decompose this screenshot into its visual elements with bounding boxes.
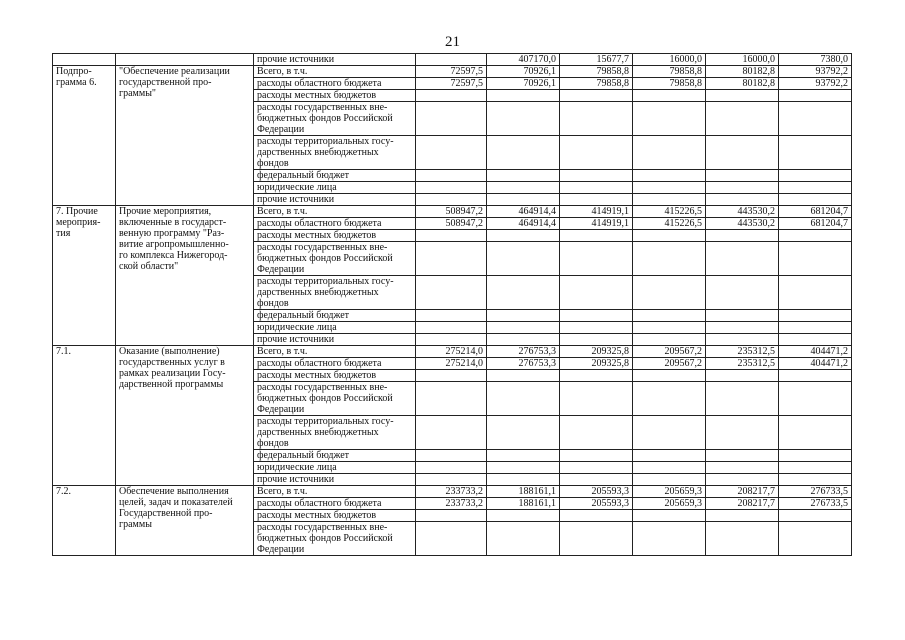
funding-source-cell: расходы государственных вне- бюджетных фондов Российской Федерации bbox=[254, 102, 416, 136]
amount-cell bbox=[706, 136, 779, 170]
amount-cell: 79858,8 bbox=[560, 78, 633, 90]
table-row bbox=[53, 54, 852, 66]
amount-cell: 205593,3 bbox=[560, 486, 633, 498]
funding-source-cell: федеральный бюджет bbox=[254, 310, 416, 322]
amount-cell bbox=[560, 276, 633, 310]
amount-cell bbox=[633, 522, 706, 556]
amount-cell bbox=[633, 370, 706, 382]
amount-cell: 276753,3 bbox=[487, 346, 560, 358]
amount-cell bbox=[779, 334, 852, 346]
amount-cell bbox=[779, 370, 852, 382]
amount-cell bbox=[416, 230, 487, 242]
funding-source-cell: расходы местных бюджетов bbox=[254, 230, 416, 242]
table-row bbox=[53, 346, 852, 358]
funding-source-cell: расходы территориальных госу- дарственных внебюджетных фондов bbox=[254, 276, 416, 310]
amount-cell bbox=[560, 136, 633, 170]
amount-cell bbox=[779, 416, 852, 450]
funding-source-cell: юридические лица bbox=[254, 462, 416, 474]
amount-cell: 16000,0 bbox=[706, 54, 779, 66]
amount-cell: 80182,8 bbox=[706, 78, 779, 90]
funding-source-cell: федеральный бюджет bbox=[254, 450, 416, 462]
amount-cell bbox=[779, 90, 852, 102]
amount-cell: 276753,3 bbox=[487, 358, 560, 370]
funding-source-cell: расходы областного бюджета bbox=[254, 218, 416, 230]
amount-cell bbox=[633, 322, 706, 334]
amount-cell: 508947,2 bbox=[416, 206, 487, 218]
amount-cell bbox=[416, 450, 487, 462]
program-code-cell: 7. Прочие мероприя- тия bbox=[53, 206, 116, 346]
amount-cell bbox=[416, 90, 487, 102]
amount-cell bbox=[706, 450, 779, 462]
amount-cell bbox=[487, 334, 560, 346]
amount-cell: 276733,5 bbox=[779, 486, 852, 498]
amount-cell bbox=[779, 474, 852, 486]
amount-cell bbox=[779, 382, 852, 416]
page-number: 21 bbox=[445, 34, 460, 50]
amount-cell: 79858,8 bbox=[633, 78, 706, 90]
amount-cell: 681204,7 bbox=[779, 218, 852, 230]
amount-cell: 93792,2 bbox=[779, 66, 852, 78]
funding-source-cell: федеральный бюджет bbox=[254, 170, 416, 182]
amount-cell: 235312,5 bbox=[706, 346, 779, 358]
amount-cell bbox=[706, 322, 779, 334]
amount-cell bbox=[633, 382, 706, 416]
table-row bbox=[53, 486, 852, 498]
amount-cell: 188161,1 bbox=[487, 498, 560, 510]
program-name-cell: "Обеспечение реализации государственной про- граммы" bbox=[116, 66, 254, 206]
amount-cell: 80182,8 bbox=[706, 66, 779, 78]
amount-cell bbox=[779, 310, 852, 322]
amount-cell bbox=[779, 102, 852, 136]
amount-cell: 209325,8 bbox=[560, 346, 633, 358]
amount-cell bbox=[560, 322, 633, 334]
program-code-cell bbox=[53, 54, 116, 66]
amount-cell: 7380,0 bbox=[779, 54, 852, 66]
amount-cell: 415226,5 bbox=[633, 218, 706, 230]
amount-cell bbox=[416, 510, 487, 522]
amount-cell bbox=[416, 54, 487, 66]
amount-cell: 414919,1 bbox=[560, 218, 633, 230]
amount-cell: 404471,2 bbox=[779, 358, 852, 370]
amount-cell bbox=[706, 102, 779, 136]
amount-cell bbox=[487, 276, 560, 310]
amount-cell: 15677,7 bbox=[560, 54, 633, 66]
amount-cell bbox=[560, 194, 633, 206]
amount-cell bbox=[633, 416, 706, 450]
amount-cell bbox=[560, 416, 633, 450]
amount-cell bbox=[416, 310, 487, 322]
amount-cell bbox=[706, 510, 779, 522]
amount-cell: 443530,2 bbox=[706, 206, 779, 218]
amount-cell bbox=[633, 450, 706, 462]
amount-cell bbox=[633, 510, 706, 522]
amount-cell bbox=[560, 522, 633, 556]
amount-cell: 464914,4 bbox=[487, 206, 560, 218]
amount-cell bbox=[779, 242, 852, 276]
amount-cell: 16000,0 bbox=[633, 54, 706, 66]
amount-cell: 188161,1 bbox=[487, 486, 560, 498]
amount-cell bbox=[706, 276, 779, 310]
amount-cell bbox=[416, 136, 487, 170]
amount-cell bbox=[416, 474, 487, 486]
amount-cell bbox=[633, 242, 706, 276]
amount-cell: 415226,5 bbox=[633, 206, 706, 218]
amount-cell bbox=[560, 450, 633, 462]
amount-cell bbox=[779, 522, 852, 556]
amount-cell bbox=[560, 474, 633, 486]
amount-cell: 414919,1 bbox=[560, 206, 633, 218]
amount-cell bbox=[560, 170, 633, 182]
funding-source-cell: расходы территориальных госу- дарственных внебюджетных фондов bbox=[254, 416, 416, 450]
amount-cell bbox=[633, 170, 706, 182]
amount-cell bbox=[560, 242, 633, 276]
amount-cell bbox=[706, 370, 779, 382]
amount-cell bbox=[633, 462, 706, 474]
amount-cell bbox=[560, 370, 633, 382]
funding-source-cell: расходы местных бюджетов bbox=[254, 90, 416, 102]
amount-cell bbox=[633, 182, 706, 194]
amount-cell: 205593,3 bbox=[560, 498, 633, 510]
amount-cell bbox=[633, 194, 706, 206]
funding-source-cell: расходы местных бюджетов bbox=[254, 510, 416, 522]
funding-source-cell: Всего, в т.ч. bbox=[254, 346, 416, 358]
amount-cell bbox=[633, 102, 706, 136]
amount-cell: 79858,8 bbox=[560, 66, 633, 78]
amount-cell: 70926,1 bbox=[487, 66, 560, 78]
amount-cell bbox=[779, 450, 852, 462]
amount-cell bbox=[487, 182, 560, 194]
amount-cell bbox=[560, 310, 633, 322]
amount-cell: 79858,8 bbox=[633, 66, 706, 78]
amount-cell bbox=[560, 382, 633, 416]
funding-source-cell: прочие источники bbox=[254, 54, 416, 66]
amount-cell: 72597,5 bbox=[416, 66, 487, 78]
program-name-cell: Обеспечение выполнения целей, задач и показателей Государственной про- граммы bbox=[116, 486, 254, 556]
program-name-cell: Прочие мероприятия, включенные в государст- венную программу "Раз- витие агропромышленно- го комплекса Нижегород- ской области" bbox=[116, 206, 254, 346]
amount-cell bbox=[416, 522, 487, 556]
budget-table-body bbox=[53, 54, 852, 556]
program-name-cell bbox=[116, 54, 254, 66]
table-row bbox=[53, 66, 852, 78]
amount-cell bbox=[779, 462, 852, 474]
amount-cell bbox=[779, 510, 852, 522]
amount-cell bbox=[633, 334, 706, 346]
amount-cell bbox=[487, 474, 560, 486]
amount-cell: 681204,7 bbox=[779, 206, 852, 218]
amount-cell bbox=[706, 170, 779, 182]
amount-cell bbox=[487, 522, 560, 556]
program-name-cell: Оказание (выполнение) государственных услуг в рамках реализации Госу- дарственной программы bbox=[116, 346, 254, 486]
amount-cell bbox=[487, 102, 560, 136]
funding-source-cell: юридические лица bbox=[254, 322, 416, 334]
amount-cell: 276733,5 bbox=[779, 498, 852, 510]
amount-cell bbox=[706, 462, 779, 474]
amount-cell bbox=[416, 170, 487, 182]
amount-cell: 443530,2 bbox=[706, 218, 779, 230]
amount-cell bbox=[487, 450, 560, 462]
amount-cell bbox=[633, 474, 706, 486]
funding-source-cell: прочие источники bbox=[254, 474, 416, 486]
amount-cell: 208217,7 bbox=[706, 498, 779, 510]
amount-cell: 233733,2 bbox=[416, 486, 487, 498]
amount-cell bbox=[706, 194, 779, 206]
funding-source-cell: расходы областного бюджета bbox=[254, 358, 416, 370]
amount-cell: 208217,7 bbox=[706, 486, 779, 498]
amount-cell bbox=[416, 382, 487, 416]
amount-cell bbox=[633, 310, 706, 322]
table-row bbox=[53, 206, 852, 218]
amount-cell: 205659,3 bbox=[633, 486, 706, 498]
amount-cell bbox=[706, 474, 779, 486]
amount-cell bbox=[487, 136, 560, 170]
amount-cell: 70926,1 bbox=[487, 78, 560, 90]
funding-source-cell: Всего, в т.ч. bbox=[254, 486, 416, 498]
amount-cell: 209567,2 bbox=[633, 358, 706, 370]
amount-cell bbox=[779, 194, 852, 206]
amount-cell: 209567,2 bbox=[633, 346, 706, 358]
amount-cell bbox=[706, 310, 779, 322]
amount-cell bbox=[560, 182, 633, 194]
amount-cell bbox=[706, 182, 779, 194]
program-code-cell: 7.2. bbox=[53, 486, 116, 556]
amount-cell bbox=[487, 370, 560, 382]
amount-cell: 72597,5 bbox=[416, 78, 487, 90]
program-code-cell: 7.1. bbox=[53, 346, 116, 486]
amount-cell bbox=[487, 242, 560, 276]
amount-cell: 93792,2 bbox=[779, 78, 852, 90]
amount-cell bbox=[416, 462, 487, 474]
amount-cell bbox=[487, 310, 560, 322]
amount-cell bbox=[487, 322, 560, 334]
amount-cell bbox=[779, 170, 852, 182]
amount-cell bbox=[779, 230, 852, 242]
funding-source-cell: расходы государственных вне- бюджетных фондов Российской Федерации bbox=[254, 242, 416, 276]
amount-cell bbox=[633, 90, 706, 102]
amount-cell: 407170,0 bbox=[487, 54, 560, 66]
amount-cell bbox=[779, 276, 852, 310]
amount-cell bbox=[706, 522, 779, 556]
amount-cell bbox=[779, 136, 852, 170]
amount-cell bbox=[487, 170, 560, 182]
amount-cell: 464914,4 bbox=[487, 218, 560, 230]
funding-source-cell: прочие источники bbox=[254, 194, 416, 206]
funding-source-cell: расходы областного бюджета bbox=[254, 498, 416, 510]
amount-cell bbox=[416, 242, 487, 276]
amount-cell bbox=[416, 102, 487, 136]
amount-cell bbox=[487, 462, 560, 474]
amount-cell: 275214,0 bbox=[416, 358, 487, 370]
funding-source-cell: расходы государственных вне- бюджетных фондов Российской Федерации bbox=[254, 522, 416, 556]
amount-cell bbox=[416, 370, 487, 382]
amount-cell bbox=[779, 182, 852, 194]
program-code-cell: Подпро- грамма 6. bbox=[53, 66, 116, 206]
amount-cell bbox=[779, 322, 852, 334]
amount-cell bbox=[416, 276, 487, 310]
amount-cell: 404471,2 bbox=[779, 346, 852, 358]
amount-cell bbox=[706, 334, 779, 346]
amount-cell: 235312,5 bbox=[706, 358, 779, 370]
amount-cell: 508947,2 bbox=[416, 218, 487, 230]
funding-source-cell: юридические лица bbox=[254, 182, 416, 194]
funding-source-cell: Всего, в т.ч. bbox=[254, 66, 416, 78]
amount-cell bbox=[487, 90, 560, 102]
amount-cell bbox=[416, 416, 487, 450]
amount-cell bbox=[487, 510, 560, 522]
amount-cell bbox=[560, 90, 633, 102]
amount-cell bbox=[416, 182, 487, 194]
amount-cell bbox=[633, 136, 706, 170]
amount-cell bbox=[706, 230, 779, 242]
funding-source-cell: Всего, в т.ч. bbox=[254, 206, 416, 218]
amount-cell: 205659,3 bbox=[633, 498, 706, 510]
amount-cell bbox=[416, 334, 487, 346]
funding-source-cell: расходы местных бюджетов bbox=[254, 370, 416, 382]
amount-cell: 209325,8 bbox=[560, 358, 633, 370]
amount-cell bbox=[487, 194, 560, 206]
amount-cell bbox=[633, 230, 706, 242]
amount-cell bbox=[560, 334, 633, 346]
amount-cell bbox=[706, 242, 779, 276]
amount-cell bbox=[560, 102, 633, 136]
amount-cell bbox=[560, 462, 633, 474]
funding-source-cell: расходы территориальных госу- дарственных внебюджетных фондов bbox=[254, 136, 416, 170]
amount-cell bbox=[706, 382, 779, 416]
amount-cell: 233733,2 bbox=[416, 498, 487, 510]
amount-cell bbox=[560, 510, 633, 522]
funding-source-cell: расходы государственных вне- бюджетных фондов Российской Федерации bbox=[254, 382, 416, 416]
amount-cell bbox=[633, 276, 706, 310]
budget-table bbox=[52, 53, 852, 556]
funding-source-cell: расходы областного бюджета bbox=[254, 78, 416, 90]
amount-cell bbox=[706, 90, 779, 102]
funding-source-cell: прочие источники bbox=[254, 334, 416, 346]
amount-cell bbox=[416, 194, 487, 206]
amount-cell: 275214,0 bbox=[416, 346, 487, 358]
amount-cell bbox=[560, 230, 633, 242]
amount-cell bbox=[487, 382, 560, 416]
amount-cell bbox=[487, 416, 560, 450]
amount-cell bbox=[706, 416, 779, 450]
amount-cell bbox=[487, 230, 560, 242]
amount-cell bbox=[416, 322, 487, 334]
